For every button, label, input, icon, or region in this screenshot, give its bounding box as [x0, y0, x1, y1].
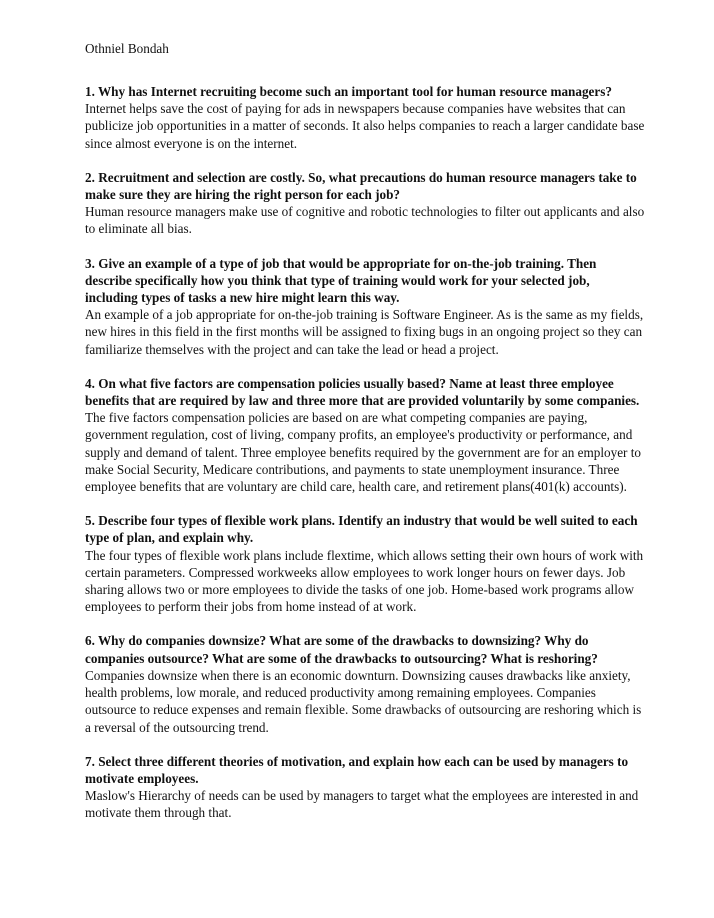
- question-4: 4. On what five factors are compensation policies usually based? Name at least three employee benefits that are required by law and three more that are provided voluntarily by some companies.: [85, 375, 640, 409]
- answer-7: Maslow's Hierarchy of needs can be used by managers to target what the employees are interested in and motivate them through that.: [85, 788, 639, 821]
- answer-5: The four types of flexible work plans include flextime, which allows setting their own hours of work with certain parameters. Compressed workweeks allow employees to work longer hours on fewer days. Job sharing allows two or more employees to divide the tasks of one job. Home-based work programs allow employees to perform their jobs from home instead of at work.: [85, 547, 644, 615]
- question-3: 3. Give an example of a type of job that would be appropriate for on-the-job training. Then describe specifically how you think that type of training would work for your selected job, including types of tasks a new hire might learn this way.: [85, 255, 597, 306]
- answer-3: An example of a job appropriate for on-the-job training is Software Engineer. As is the same as my fields, new hires in this field in the first months will be assigned to fixing bugs in an ongoing project so they can familiarize themselves with the project and can take the lead or head a project.: [85, 307, 644, 357]
- qa-item-7: [85, 753, 645, 822]
- question-5: 5. Describe four types of flexible work plans. Identify an industry that would be well suited to each type of plan, and explain why.: [85, 513, 638, 546]
- qa-item-3: [85, 255, 645, 358]
- qa-item-1: [85, 83, 645, 152]
- qa-item-6: [85, 632, 645, 735]
- question-1: 1. Why has Internet recruiting become such an important tool for human resource managers?: [85, 84, 612, 99]
- answer-1: Internet helps save the cost of paying for ads in newspapers because companies have websites that can publicize job opportunities in a matter of seconds. It also helps companies to reach a larger candidate base since almost everyone is on the internet.: [85, 101, 645, 151]
- question-6: 6. Why do companies downsize? What are some of the drawbacks to downsizing? Why do companies outsource? What are some of the drawbacks to outsourcing? What is reshoring?: [85, 633, 598, 666]
- answer-6: Companies downsize when there is an economic downturn. Downsizing causes drawbacks like anxiety, health problems, low morale, and reduced productivity among remaining employees. Companies outsource to reduce expenses and remain flexible. Some drawbacks of outsourcing are reshoring which is a reversal of the outsourcing trend.: [85, 667, 642, 735]
- question-7: 7. Select three different theories of motivation, and explain how each can be used by managers to motivate employees.: [85, 753, 629, 786]
- qa-item-5: [85, 512, 645, 615]
- qa-item-4: [85, 375, 645, 495]
- answer-4: The five factors compensation policies are based on are what competing companies are paying, government regulation, cost of living, company profits, an employee's productivity or performance, and supply and demand of talent. Three employee benefits required by the government are for an employer to make Social Security, Medicare contributions, and payments to state unemployment insurance. Three employee benefits that are voluntary are child care, health care, and retirement plans(401(k) accounts).: [85, 410, 641, 495]
- answer-2: Human resource managers make use of cognitive and robotic technologies to filter out applicants and also to eliminate all bias.: [85, 204, 645, 237]
- question-2: 2. Recruitment and selection are costly. So, what precautions do human resource managers take to make sure they are hiring the right person for each job?: [85, 169, 637, 203]
- author-name: Othniel Bondah: [85, 41, 169, 56]
- qa-item-2: [85, 169, 645, 238]
- document-page: [85, 40, 645, 839]
